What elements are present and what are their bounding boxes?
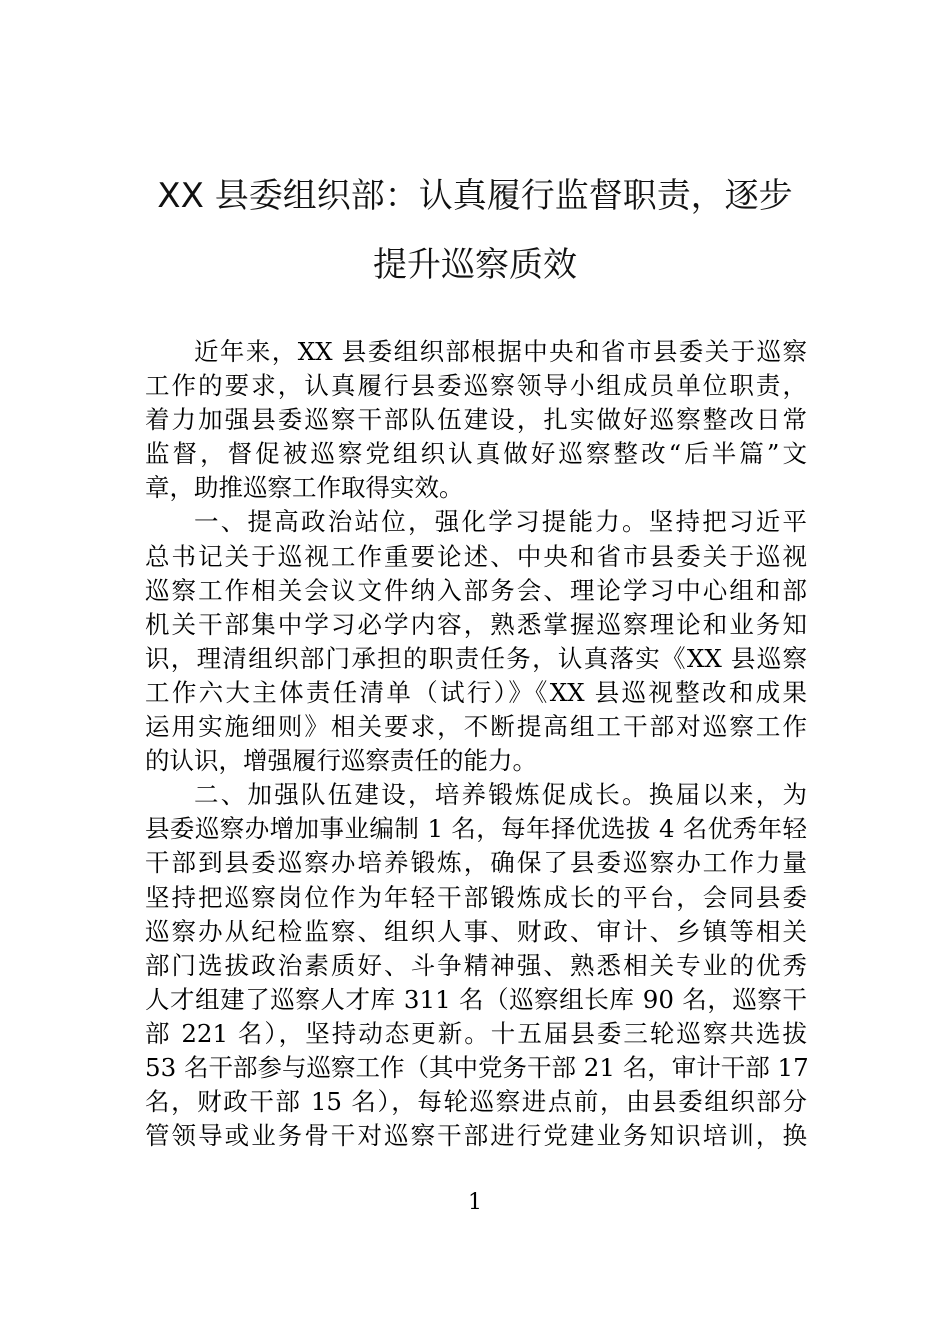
paragraph-line: 工作六大主体责任清单（试行）》《XX 县巡视整改和成果: [145, 677, 807, 707]
paragraph-line: 工作的要求，认真履行县委巡察领导小组成员单位职责，: [145, 371, 807, 401]
paragraph-line: 53 名干部参与巡察工作（其中党务干部 21 名，审计干部 17: [145, 1052, 809, 1082]
paragraph-line: 识，理清组织部门承担的职责任务，认真落实《XX 县巡察: [145, 643, 807, 673]
paragraph-line: 部门选拔政治素质好、斗争精神强、熟悉相关专业的优秀: [145, 950, 807, 980]
paragraph-line: 近年来，XX 县委组织部根据中央和省市县委关于巡察: [194, 337, 807, 366]
paragraph-line: 总书记关于巡视工作重要论述、中央和省市县委关于巡视: [145, 541, 807, 571]
document-title-line-1: XX 县委组织部：认真履行监督职责，逐步: [157, 176, 793, 216]
paragraph-line: 管领导或业务骨干对巡察干部进行党建业务知识培训，换: [145, 1121, 807, 1151]
paragraph-line: 人才组建了巡察人才库 311 名（巡察组长库 90 名，巡察干: [145, 984, 807, 1014]
paragraph-line: 巡察工作相关会议文件纳入部务会、理论学习中心组和部: [145, 575, 807, 605]
paragraph-line: 坚持把巡察岗位作为年轻干部锻炼成长的平台，会同县委: [145, 882, 807, 912]
paragraph-line: 一、提高政治站位，强化学习提能力。坚持把习近平: [194, 507, 807, 537]
paragraph-line: 巡察办从纪检监察、组织人事、财政、审计、乡镇等相关: [145, 916, 807, 946]
paragraph-line: 机关干部集中学习必学内容，熟悉掌握巡察理论和业务知: [145, 609, 807, 639]
paragraph-line: 名，财政干部 15 名），每轮巡察进点前，由县委组织部分: [145, 1087, 807, 1117]
paragraph-line: 监督，督促被巡察党组织认真做好巡察整改“后半篇”文: [145, 439, 807, 469]
paragraph-line: 部 221 名），坚持动态更新。十五届县委三轮巡察共选拔: [145, 1018, 807, 1048]
paragraph-line: 干部到县委巡察办培养锻炼，确保了县委巡察办工作力量: [145, 848, 807, 878]
page-number: 1: [468, 1190, 482, 1215]
paragraph-line: 运用实施细则》相关要求，不断提高组工干部对巡察工作: [145, 712, 807, 742]
paragraph-line: 县委巡察办增加事业编制 1 名，每年择优选拔 4 名优秀年轻: [145, 814, 807, 844]
document-body: [145, 335, 807, 1153]
paragraph-line: 二、加强队伍建设，培养锻炼促成长。换届以来，为: [194, 780, 807, 810]
paragraph-line: 章，助推巡察工作取得实效。: [145, 473, 464, 503]
document-title-line-2: 提升巡察质效: [373, 245, 577, 285]
paragraph-line: 的认识，增强履行巡察责任的能力。: [145, 746, 537, 776]
paragraph-line: 着力加强县委巡察干部队伍建设，扎实做好巡察整改日常: [145, 405, 807, 435]
